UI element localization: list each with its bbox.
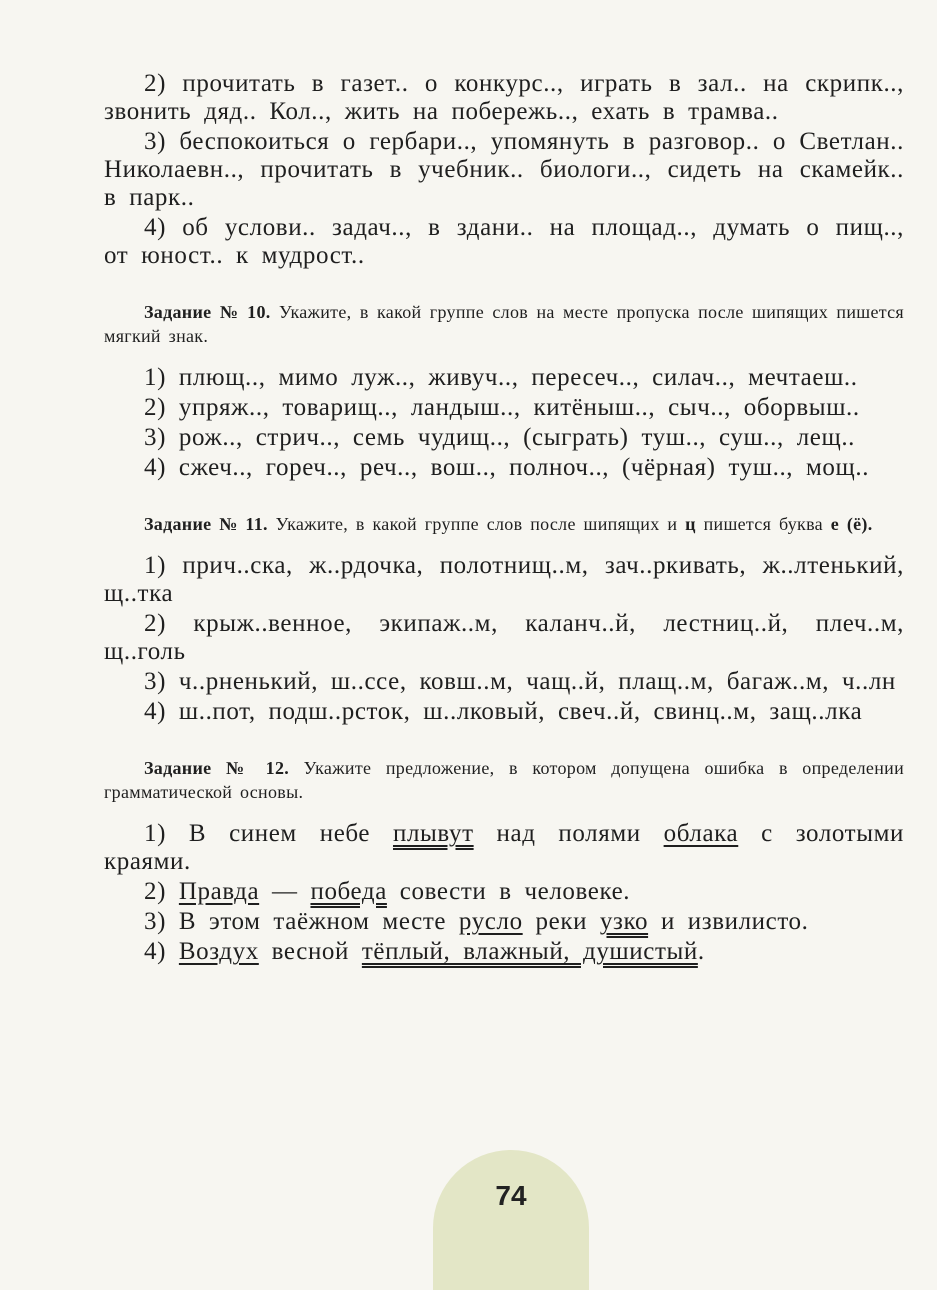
task-11-heading (104, 512, 904, 536)
list-item: 2) крыж..венное, экипаж..м, каланч..й, лестниц..й, плеч..м, щ..голь (104, 610, 904, 665)
sentence-text: над полями (496, 820, 641, 847)
sentence-text: весной (271, 938, 350, 965)
list-item: 1) прич..ска, ж..рдочка, полотнищ..м, зач..ркивать, ж..лтенький, щ..тка (104, 552, 904, 607)
subject-underlined: облака (663, 820, 739, 847)
subject-underlined: Правда (178, 878, 260, 905)
page-number-badge (433, 1150, 589, 1290)
sentence-text: В синем небе (188, 820, 371, 847)
sentence-text: реки (535, 908, 588, 935)
task-text: Укажите, в какой группе слов на месте пропуска после шипящих пишется мягкий знак. (104, 302, 904, 346)
task-10-heading (104, 300, 904, 348)
option-number: 3) (144, 908, 167, 935)
option-number: 2) (144, 878, 167, 905)
sentence-option-1 (104, 820, 904, 876)
task-11 (104, 512, 904, 726)
list-item: 2) прочитать в газет.. о конкурс.., играть в зал.. на скрипк.., звонить дяд.. Кол.., жить на побережь.., ехать в трамва.. (104, 70, 904, 125)
sentence-text: и извилисто. (660, 908, 809, 935)
exercise-9-continuation (104, 70, 904, 270)
option-number: 4) (144, 938, 167, 965)
task-10 (104, 300, 904, 482)
predicate-underlined: узко (599, 908, 649, 935)
list-item: 3) ч..рненький, ш..ссе, ковш..м, чащ..й, плащ..м, багаж..м, ч..лн (144, 668, 896, 695)
task-label: Задание № 11. (144, 514, 268, 534)
list-item: 4) об услови.. задач.., в здани.. на площад.., думать о пищ.., от юност.. к мудрост.. (104, 214, 904, 269)
sentence-option-3 (104, 908, 904, 936)
task-label: Задание № 12. (144, 758, 290, 778)
dash: — (272, 878, 298, 905)
page-number: 74 (495, 1180, 527, 1211)
task-12-heading (104, 756, 904, 804)
list-item: 4) сжеч.., гореч.., реч.., вош.., полноч.., (чёрная) туш.., мощ.. (144, 454, 870, 481)
list-item: 4) ш..пот, подш..рсток, ш..лковый, свеч..й, свинц..м, защ..лка (144, 698, 863, 725)
list-item: 3) беспокоиться о гербари.., упомянуть в разговор.. о Светлан.. Николаевн.., прочитать в учебник.. биологи.., сидеть на скамейк.. в парк.. (104, 128, 904, 211)
sentence-option-4 (104, 938, 904, 966)
task-letter: е (ё). (830, 514, 873, 534)
list-item: 2) упряж.., товарищ.., ландыш.., китёныш.., сыч.., оборвыш.. (144, 394, 860, 421)
task-text: Укажите, в какой группе слов после шипящих и (275, 514, 678, 534)
task-text: пишется буква (703, 514, 823, 534)
sentence-text: В этом таёжном месте (178, 908, 447, 935)
sentence-option-2 (104, 878, 904, 906)
predicate-underlined: победа (310, 878, 387, 905)
subject-underlined: Воздух (178, 938, 259, 965)
predicate-underlined: плывут (392, 820, 474, 847)
list-item: 3) рож.., стрич.., семь чудищ.., (сыграть) туш.., суш.., лещ.. (144, 424, 856, 451)
task-label: Задание № 10. (144, 302, 271, 322)
textbook-page (104, 70, 904, 968)
subject-underlined: русло (458, 908, 523, 935)
task-letter: ц (685, 514, 696, 534)
sentence-text: . (697, 938, 705, 965)
sentence-text: с золотыми краями. (104, 820, 904, 875)
option-number: 1) (144, 820, 167, 847)
sentence-text: совести в человеке. (399, 878, 631, 905)
list-item: 1) плющ.., мимо луж.., живуч.., пересеч.., силач.., мечтаеш.. (144, 364, 858, 391)
task-12 (104, 756, 904, 966)
predicate-underlined: тёплый, влажный, душистый (361, 938, 698, 965)
task-text: Укажите предложение, в котором допущена ошибка в определении грамматической основы. (104, 758, 904, 802)
